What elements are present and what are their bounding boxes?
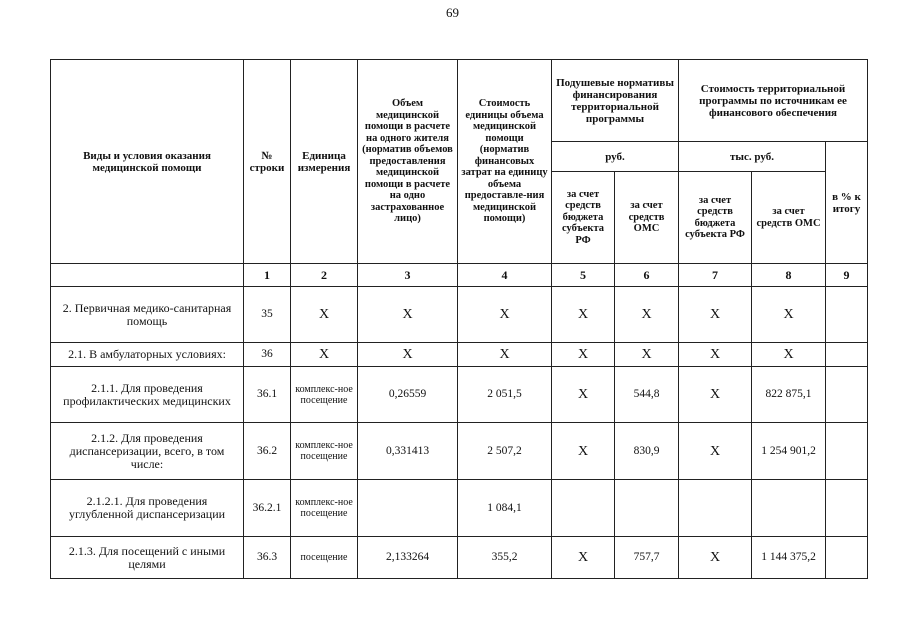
row-col6: [615, 480, 679, 537]
row-col5: Х: [552, 367, 615, 423]
row-col7: Х: [679, 287, 752, 343]
row-unit: комплекс-ное посещение: [291, 423, 358, 480]
header-oms-8: за счет средств ОМС: [752, 172, 826, 264]
row-volume: Х: [358, 343, 458, 367]
financing-table: [50, 59, 868, 579]
header-percent: в % к итогу: [826, 142, 868, 264]
row-name: 2.1.2.1. Для проведения углубленной диспансеризации: [51, 480, 244, 537]
page-number: 69: [446, 5, 459, 20]
table-row: [51, 367, 868, 423]
row-cost: Х: [458, 343, 552, 367]
table-row: [51, 537, 868, 579]
row-col7: Х: [679, 537, 752, 579]
header-unit: Единица измерения: [291, 60, 358, 264]
column-number: 7: [679, 264, 752, 287]
row-col9: [826, 367, 868, 423]
row-number: 36.2: [244, 423, 291, 480]
row-unit: Х: [291, 287, 358, 343]
row-col7: Х: [679, 343, 752, 367]
column-number-row: [51, 264, 868, 287]
row-col5: Х: [552, 343, 615, 367]
row-col7: [679, 480, 752, 537]
header-unit-thous-rub: тыс. руб.: [679, 142, 826, 172]
row-col6: 830,9: [615, 423, 679, 480]
row-cost: 1 084,1: [458, 480, 552, 537]
row-col9: [826, 480, 868, 537]
header-unit-cost: Стоимость единицы объема медицинской помощи (норматив финансовых затрат на единицу объема предоставле-ния медицинской помощи): [458, 60, 552, 264]
row-name: 2.1.2. Для проведения диспансеризации, всего, в том числе:: [51, 423, 244, 480]
row-volume: Х: [358, 287, 458, 343]
row-number: 36.3: [244, 537, 291, 579]
column-number: 2: [291, 264, 358, 287]
header-row-number: № строки: [244, 60, 291, 264]
header-program-cost-group: Стоимость территориальной программы по источникам ее финансового обеспечения: [679, 60, 868, 142]
table-row: [51, 343, 868, 367]
header-types: Виды и условия оказания медицинской помощи: [51, 60, 244, 264]
row-unit: комплекс-ное посещение: [291, 367, 358, 423]
row-col6: 757,7: [615, 537, 679, 579]
row-name: 2.1.1. Для проведения профилактических медицинских: [51, 367, 244, 423]
table-row: [51, 423, 868, 480]
row-col6: Х: [615, 343, 679, 367]
row-cost: Х: [458, 287, 552, 343]
row-col9: [826, 537, 868, 579]
row-col6: 544,8: [615, 367, 679, 423]
row-cost: 2 507,2: [458, 423, 552, 480]
row-number: 36: [244, 343, 291, 367]
column-number: 1: [244, 264, 291, 287]
column-number: 5: [552, 264, 615, 287]
row-number: 36.1: [244, 367, 291, 423]
row-unit: Х: [291, 343, 358, 367]
row-col5: Х: [552, 287, 615, 343]
row-col7: Х: [679, 367, 752, 423]
row-col8: [752, 480, 826, 537]
row-number: 36.2.1: [244, 480, 291, 537]
row-col5: [552, 480, 615, 537]
row-col9: [826, 423, 868, 480]
row-col9: [826, 287, 868, 343]
row-name: 2.1. В амбулаторных условиях:: [51, 343, 244, 367]
header-oms-6: за счет средств ОМС: [615, 172, 679, 264]
row-unit: комплекс-ное посещение: [291, 480, 358, 537]
row-volume: 0,331413: [358, 423, 458, 480]
row-name: 2.1.3. Для посещений с иными целями: [51, 537, 244, 579]
row-unit: посещение: [291, 537, 358, 579]
row-col8: 1 254 901,2: [752, 423, 826, 480]
header-budget-rf-7: за счет средств бюджета субъекта РФ: [679, 172, 752, 264]
header-per-capita-group: Подушевые нормативы финансирования территориальной программы: [552, 60, 679, 142]
header-volume: Объем медицинской помощи в расчете на одного жителя (норматив объемов предоставления медицинской помощи в расчете на одно застрахованное лицо): [358, 60, 458, 264]
column-number: 3: [358, 264, 458, 287]
table-row: [51, 480, 868, 537]
column-number: [51, 264, 244, 287]
row-cost: 355,2: [458, 537, 552, 579]
row-col8: Х: [752, 343, 826, 367]
column-number: 4: [458, 264, 552, 287]
column-number: 6: [615, 264, 679, 287]
row-number: 35: [244, 287, 291, 343]
row-col9: [826, 343, 868, 367]
column-number: 8: [752, 264, 826, 287]
row-volume: 2,133264: [358, 537, 458, 579]
row-col7: Х: [679, 423, 752, 480]
row-col5: Х: [552, 537, 615, 579]
row-col8: Х: [752, 287, 826, 343]
row-volume: 0,26559: [358, 367, 458, 423]
row-cost: 2 051,5: [458, 367, 552, 423]
row-name: 2. Первичная медико-санитарная помощь: [51, 287, 244, 343]
row-col5: Х: [552, 423, 615, 480]
table-row: [51, 287, 868, 343]
row-col6: Х: [615, 287, 679, 343]
row-volume: [358, 480, 458, 537]
row-col8: 1 144 375,2: [752, 537, 826, 579]
header-budget-rf-5: за счет средств бюджета субъекта РФ: [552, 172, 615, 264]
row-col8: 822 875,1: [752, 367, 826, 423]
header-unit-rub: руб.: [552, 142, 679, 172]
column-number: 9: [826, 264, 868, 287]
